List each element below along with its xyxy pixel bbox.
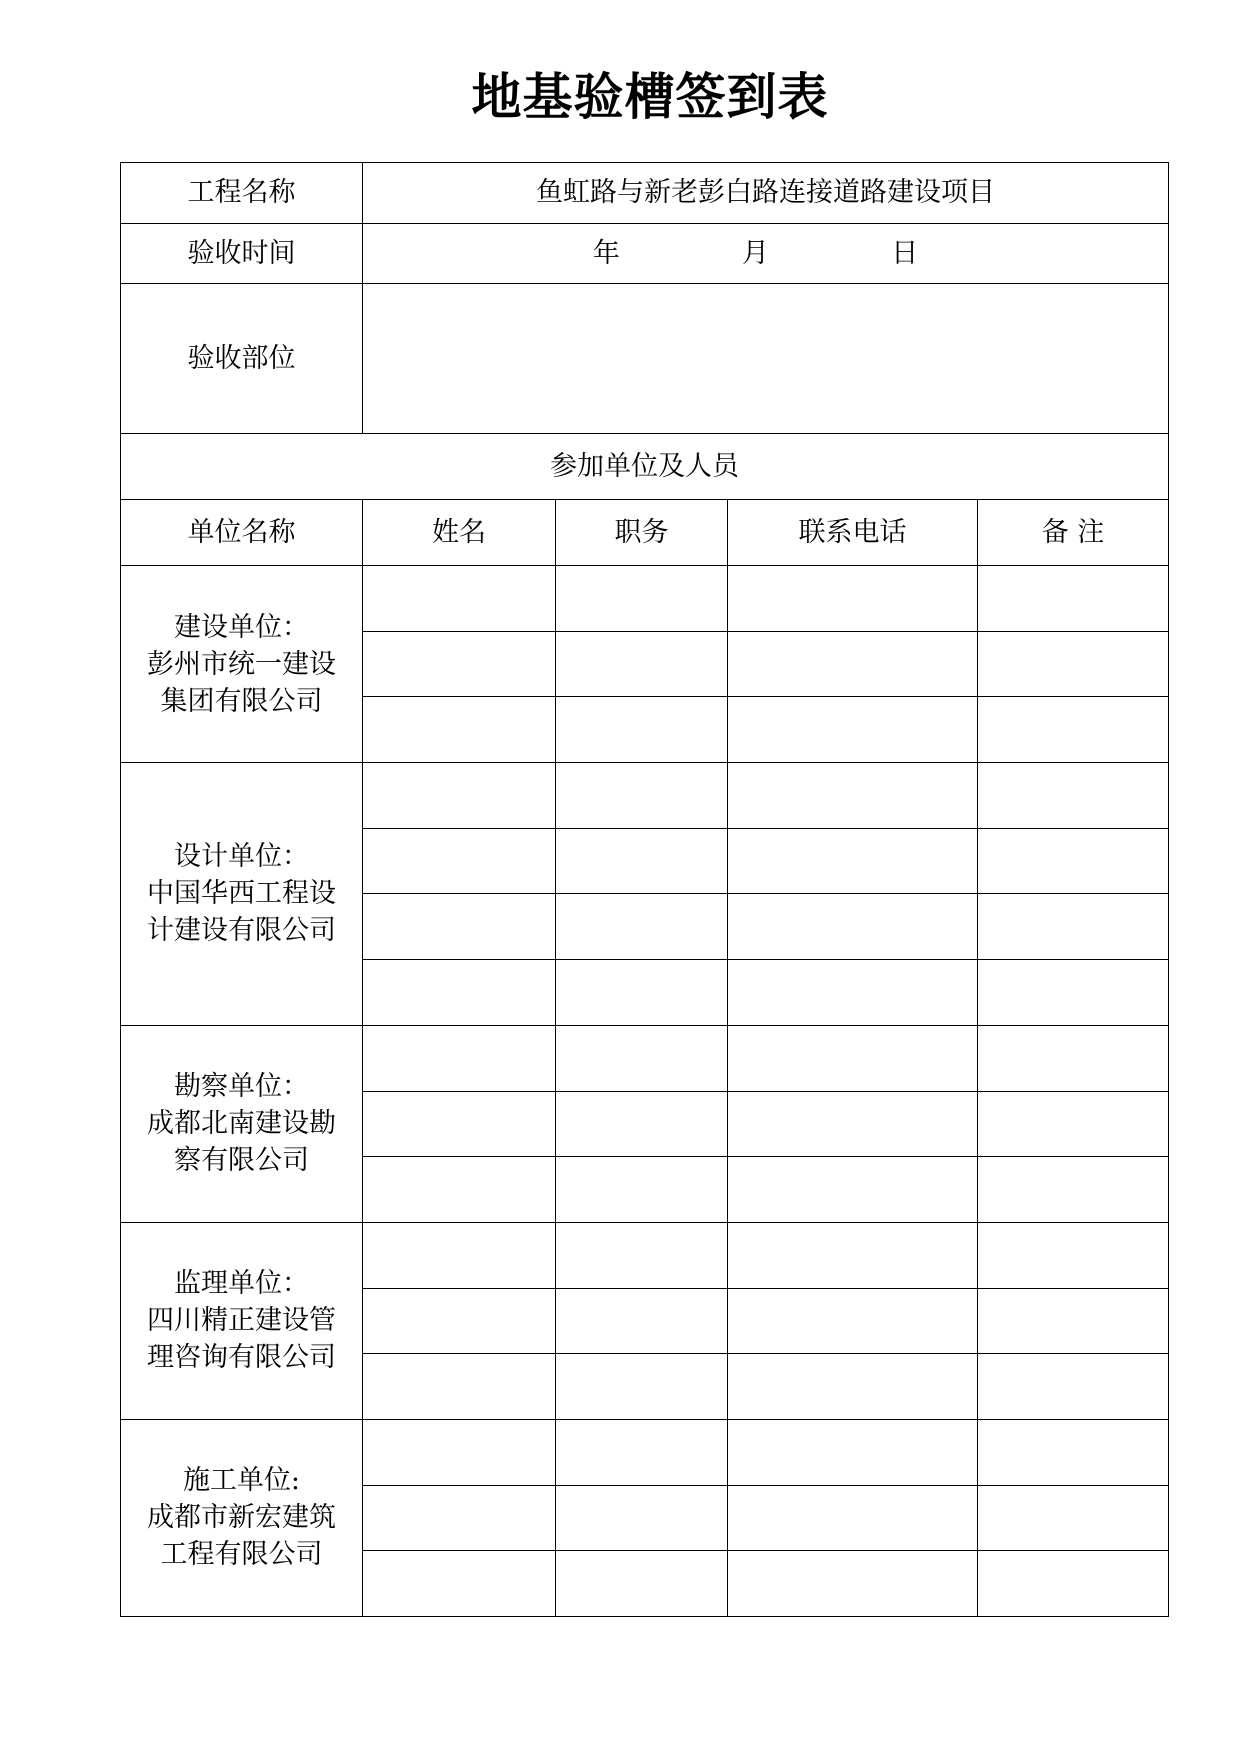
name-cell[interactable] bbox=[363, 763, 556, 829]
phone-cell[interactable] bbox=[728, 1157, 978, 1223]
position-cell[interactable] bbox=[556, 1485, 728, 1551]
unit-line1: 成都市新宏建筑 bbox=[147, 1502, 336, 1534]
phone-cell[interactable] bbox=[728, 631, 978, 697]
name-cell[interactable] bbox=[363, 697, 556, 763]
remark-cell[interactable] bbox=[978, 1354, 1169, 1420]
position-cell[interactable] bbox=[556, 1288, 728, 1354]
name-cell[interactable] bbox=[363, 566, 556, 632]
column-header-name: 姓名 bbox=[363, 500, 556, 566]
remark-cell[interactable] bbox=[978, 1157, 1169, 1223]
column-header-row bbox=[121, 500, 1169, 566]
position-cell[interactable] bbox=[556, 1419, 728, 1485]
position-cell[interactable] bbox=[556, 1222, 728, 1288]
unit-role: 施工单位: bbox=[182, 1465, 301, 1497]
name-cell[interactable] bbox=[363, 1288, 556, 1354]
position-cell[interactable] bbox=[556, 828, 728, 894]
acceptance-time-value[interactable] bbox=[363, 224, 1169, 284]
unit-sign-row bbox=[121, 1419, 1169, 1485]
phone-cell[interactable] bbox=[728, 1091, 978, 1157]
unit-line2: 计建设有限公司 bbox=[147, 915, 336, 947]
remark-cell[interactable] bbox=[978, 1288, 1169, 1354]
phone-cell[interactable] bbox=[728, 1288, 978, 1354]
name-cell[interactable] bbox=[363, 894, 556, 960]
remark-cell[interactable] bbox=[978, 1551, 1169, 1617]
day-label: 日 bbox=[891, 237, 919, 269]
remark-cell[interactable] bbox=[978, 894, 1169, 960]
remark-cell[interactable] bbox=[978, 1025, 1169, 1091]
position-cell[interactable] bbox=[556, 1025, 728, 1091]
position-cell[interactable] bbox=[556, 1354, 728, 1420]
remark-cell[interactable] bbox=[978, 1419, 1169, 1485]
phone-cell[interactable] bbox=[728, 1485, 978, 1551]
acceptance-time-row bbox=[121, 224, 1169, 284]
year-label: 年 bbox=[592, 237, 620, 269]
phone-cell[interactable] bbox=[728, 1551, 978, 1617]
project-value: 鱼虹路与新老彭白路连接道路建设项目 bbox=[363, 163, 1169, 224]
unit-line1: 彭州市统一建设 bbox=[147, 648, 336, 680]
name-cell[interactable] bbox=[363, 960, 556, 1026]
phone-cell[interactable] bbox=[728, 960, 978, 1026]
phone-cell[interactable] bbox=[728, 1222, 978, 1288]
project-label: 工程名称 bbox=[121, 163, 363, 224]
name-cell[interactable] bbox=[363, 631, 556, 697]
phone-cell[interactable] bbox=[728, 894, 978, 960]
remark-cell[interactable] bbox=[978, 960, 1169, 1026]
position-cell[interactable] bbox=[556, 566, 728, 632]
name-cell[interactable] bbox=[363, 1157, 556, 1223]
column-header-position: 职务 bbox=[556, 500, 728, 566]
position-cell[interactable] bbox=[556, 1157, 728, 1223]
unit-name-cell bbox=[121, 1419, 363, 1616]
remark-cell[interactable] bbox=[978, 1222, 1169, 1288]
unit-sign-row bbox=[121, 1025, 1169, 1091]
phone-cell[interactable] bbox=[728, 763, 978, 829]
phone-cell[interactable] bbox=[728, 697, 978, 763]
acceptance-part-label: 验收部位 bbox=[121, 284, 363, 434]
unit-name-cell bbox=[121, 566, 363, 763]
unit-role: 勘察单位： bbox=[174, 1071, 309, 1103]
name-cell[interactable] bbox=[363, 1354, 556, 1420]
position-cell[interactable] bbox=[556, 697, 728, 763]
name-cell[interactable] bbox=[363, 1091, 556, 1157]
phone-cell[interactable] bbox=[728, 1419, 978, 1485]
unit-line1: 四川精正建设管 bbox=[147, 1305, 336, 1337]
column-header-phone: 联系电话 bbox=[728, 500, 978, 566]
position-cell[interactable] bbox=[556, 631, 728, 697]
project-row bbox=[121, 163, 1169, 224]
column-header-remark: 备 注 bbox=[978, 500, 1169, 566]
phone-cell[interactable] bbox=[728, 1354, 978, 1420]
remark-cell[interactable] bbox=[978, 566, 1169, 632]
name-cell[interactable] bbox=[363, 828, 556, 894]
page-title: 地基验槽签到表 bbox=[471, 68, 829, 126]
acceptance-part-value[interactable] bbox=[363, 284, 1169, 434]
unit-line2: 察有限公司 bbox=[174, 1145, 309, 1177]
name-cell[interactable] bbox=[363, 1551, 556, 1617]
remark-cell[interactable] bbox=[978, 828, 1169, 894]
sign-in-table bbox=[120, 162, 1169, 1617]
unit-role: 设计单位： bbox=[174, 841, 309, 873]
position-cell[interactable] bbox=[556, 763, 728, 829]
remark-cell[interactable] bbox=[978, 1485, 1169, 1551]
unit-line1: 成都北南建设勘 bbox=[147, 1108, 336, 1140]
phone-cell[interactable] bbox=[728, 1025, 978, 1091]
month-label: 月 bbox=[742, 237, 769, 269]
unit-sign-row bbox=[121, 1222, 1169, 1288]
name-cell[interactable] bbox=[363, 1222, 556, 1288]
unit-role: 监理单位： bbox=[174, 1268, 309, 1300]
unit-name-cell bbox=[121, 763, 363, 1026]
remark-cell[interactable] bbox=[978, 1091, 1169, 1157]
unit-sign-row bbox=[121, 566, 1169, 632]
unit-name-cell bbox=[121, 1025, 363, 1222]
name-cell[interactable] bbox=[363, 1025, 556, 1091]
column-header-unit: 单位名称 bbox=[121, 500, 363, 566]
unit-line1: 中国华西工程设 bbox=[147, 878, 336, 910]
unit-sign-row bbox=[121, 763, 1169, 829]
position-cell[interactable] bbox=[556, 1551, 728, 1617]
participants-header: 参加单位及人员 bbox=[121, 434, 1169, 500]
phone-cell[interactable] bbox=[728, 828, 978, 894]
remark-cell[interactable] bbox=[978, 631, 1169, 697]
position-cell[interactable] bbox=[556, 894, 728, 960]
participants-header-row bbox=[121, 434, 1169, 500]
unit-line2: 理咨询有限公司 bbox=[147, 1342, 336, 1374]
acceptance-part-row bbox=[121, 284, 1169, 434]
acceptance-time-label: 验收时间 bbox=[121, 224, 363, 284]
position-cell[interactable] bbox=[556, 960, 728, 1026]
unit-line2: 工程有限公司 bbox=[160, 1539, 323, 1571]
position-cell[interactable] bbox=[556, 1091, 728, 1157]
unit-role: 建设单位： bbox=[174, 611, 309, 643]
remark-cell[interactable] bbox=[978, 763, 1169, 829]
name-cell[interactable] bbox=[363, 1485, 556, 1551]
remark-cell[interactable] bbox=[978, 697, 1169, 763]
unit-line2: 集团有限公司 bbox=[160, 685, 323, 717]
phone-cell[interactable] bbox=[728, 566, 978, 632]
unit-name-cell bbox=[121, 1222, 363, 1419]
name-cell[interactable] bbox=[363, 1419, 556, 1485]
